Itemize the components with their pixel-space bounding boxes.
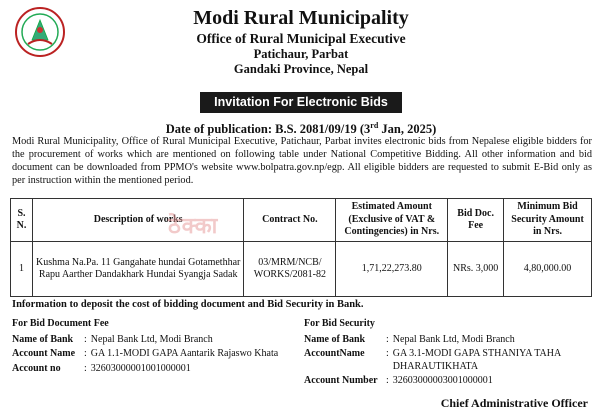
cell-contract-no: 03/MRM/NCB/ WORKS/2081-82 <box>244 242 336 297</box>
bid-security-section: For Bid Security Name of Bank : Nepal Bank Ltd, Modi Branch AccountName : GA 3.1-MODI GAPA STHANIYA TAHA DHARAUTIKHATA Account Number : 3260300000300100000​1 <box>304 318 592 390</box>
cell-sn: 1 <box>11 242 33 297</box>
header-contract-no: Contract No. <box>244 199 336 242</box>
address-line-2: Gandaki Province, Nepal <box>233 62 369 76</box>
watermark-logo: ठेक्का <box>168 214 219 239</box>
security-account-no-label: Account Number <box>304 375 378 386</box>
table-header-row <box>11 199 592 242</box>
bids-table <box>10 198 592 297</box>
letterhead <box>0 6 602 77</box>
header-bid-security: Minimum Bid Security Amount in Nrs. <box>504 199 592 242</box>
publication-date: Date of publication: B.S. 2081/09/19 (3rd Jan, 2025) <box>165 121 437 137</box>
intro-paragraph: Modi Rural Municipality, Office of Rural Municipal Executive, Patichaur, Parbat invites electronic bids from Nepalese eligible bidders for the procurement of works which are mentioned on following table under National Competitive Bidding. All other information and bid document can be downloaded from PPMO's website www.bolpatra.gov.np/egp. All eligible bidders are requested to submit E-Bid only as per instruction within the mentioned period. <box>12 136 592 186</box>
deposit-info-title: Information to deposit the cost of bidding document and Bid Security in Bank. <box>12 299 364 310</box>
cell-bid-security: 4,80,000.00 <box>504 242 592 297</box>
security-account-name-label: AccountName <box>304 348 365 359</box>
cell-description: Kushma Na.Pa. 11 Gangahate hundai Gotamethhar Rapu Aarther Dandakhark Hundai Syangja Sadak <box>32 242 243 297</box>
doc-fee-title: For Bid Document Fee <box>12 318 109 329</box>
doc-fee-account-no-value: 3260300000100100000​1 <box>90 362 191 374</box>
header-estimated-amount: Estimated Amount (Exclusive of VAT & Contingencies) in Nrs. <box>336 199 448 242</box>
doc-fee-account-name-label: Account Name <box>12 348 76 359</box>
security-title: For Bid Security <box>304 318 375 329</box>
header-description: Description of works <box>32 199 243 242</box>
security-account-name-value: GA 3.1-MODI GAPA STHANIYA TAHA DHARAUTIKHATA <box>392 348 561 372</box>
security-bank-value: Nepal Bank Ltd, Modi Branch <box>392 333 515 345</box>
security-bank-label: Name of Bank <box>304 333 366 345</box>
cell-estimated-amount: 1,71,22,273.80 <box>336 242 448 297</box>
header-bid-doc-fee: Bid Doc. Fee <box>448 199 504 242</box>
bid-document-fee-section: For Bid Document Fee Name of Bank : Nepal Bank Ltd, Modi Branch Account Name : GA 1.1-MODI GAPA Aantarik Rajaswo Khata Account no : 3260300000100100000​1 <box>12 318 292 377</box>
doc-fee-account-no-label: Account no <box>12 362 61 374</box>
municipality-title: Modi Rural Municipality <box>193 7 409 29</box>
office-name: Office of Rural Municipal Executive <box>196 31 406 46</box>
security-account-no-value: 3260300000300100000​1 <box>392 375 493 386</box>
doc-fee-account-name-value: GA 1.1-MODI GAPA Aantarik Rajaswo Khata <box>90 348 279 359</box>
signatory-title: Chief Administrative Officer <box>440 396 588 410</box>
table-row <box>11 242 592 297</box>
doc-fee-bank-label: Name of Bank <box>12 333 74 345</box>
cell-bid-doc-fee: NRs. 3,000 <box>448 242 504 297</box>
doc-fee-bank-value: Nepal Bank Ltd, Modi Branch <box>90 333 213 345</box>
address-line-1: Patichaur, Parbat <box>253 47 349 61</box>
header-sn: S. N. <box>11 199 33 242</box>
notice-banner: Invitation For Electronic Bids <box>200 92 402 113</box>
